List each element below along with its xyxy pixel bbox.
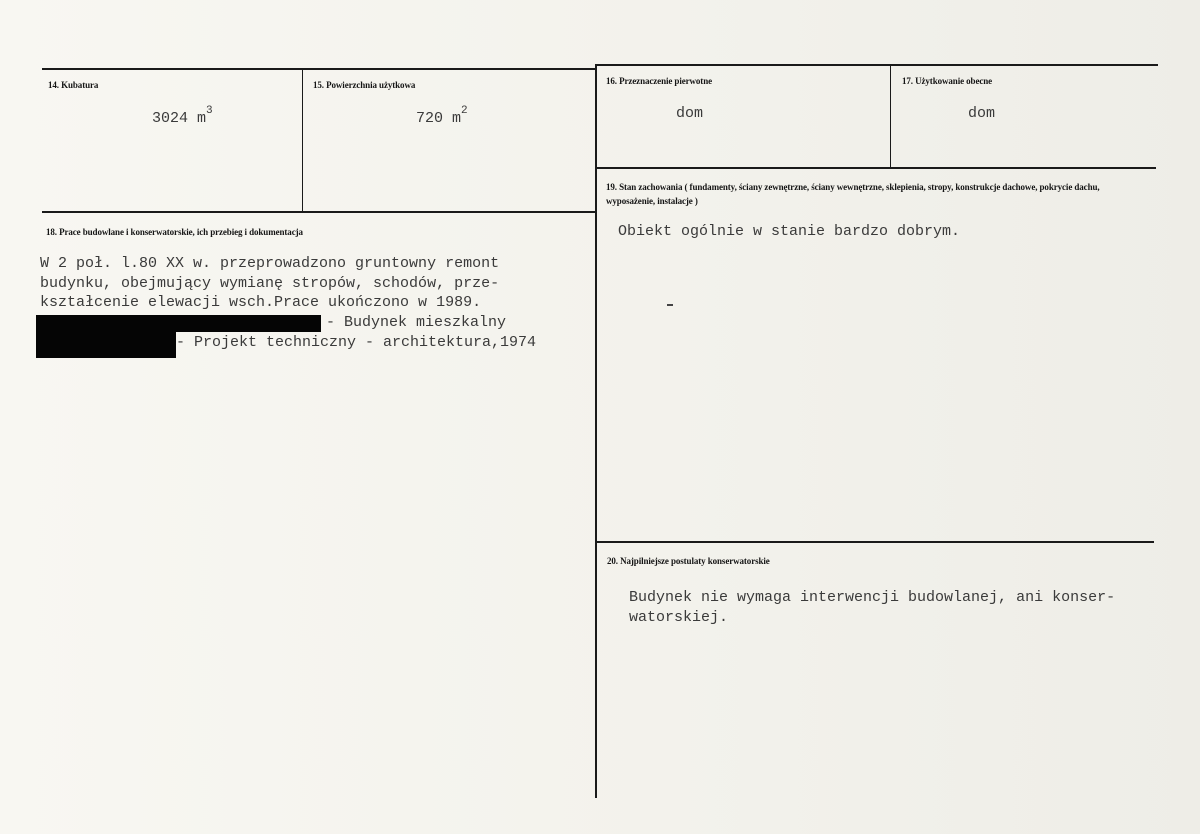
rule-above-18 (42, 211, 596, 213)
field-15-number: 720 m (416, 110, 462, 127)
field-15-label: 15. Powierzchnia użytkowa (313, 80, 416, 90)
field-16-value: dom (676, 105, 704, 122)
top-rule (42, 68, 596, 70)
redaction-bar-1 (36, 315, 321, 332)
field-18-line-3: kształcenie elewacji wsch.Prace ukończono w 1989. (40, 294, 482, 311)
field-19-value: Obiekt ogólnie w stanie bardzo dobrym. (618, 223, 961, 240)
field-19-label: 19. Stan zachowania ( fundamenty, ściany zewnętrzne, ściany wewnętrzne, sklepienia, stropy, konstrukcje dachowe, pokrycie dachu, wyposażenie, instalacje ) (606, 182, 1100, 206)
field-20-label: 20. Najpilniejsze postulaty konserwatorskie (607, 556, 770, 566)
rule-above-20 (596, 541, 1154, 543)
ink-speck (667, 304, 673, 306)
divider-16-17 (890, 64, 891, 168)
divider-14-15 (302, 68, 303, 212)
rule-below-16-17 (596, 167, 1156, 169)
field-14-label: 14. Kubatura (48, 80, 99, 90)
field-18-label: 18. Prace budowlane i konserwatorskie, ich przebieg i dokumentacja (46, 227, 303, 237)
field-17-value: dom (968, 105, 996, 122)
field-20-line-1: Budynek nie wymaga interwencji budowlanej, ani konser- (629, 589, 1116, 606)
field-14-unit-superscript: 3 (206, 105, 213, 117)
field-18-line-2: budynku, obejmujący wymianę stropów, schodów, prze- (40, 275, 500, 292)
field-14-number: 3024 m (152, 110, 207, 127)
divider-center (595, 64, 597, 798)
field-15-unit-superscript: 2 (461, 105, 468, 117)
field-17-label: 17. Użytkowanie obecne (902, 76, 993, 86)
field-16-label: 16. Przeznaczenie pierwotne (606, 76, 713, 86)
field-18-line-1: W 2 poł. l.80 XX w. przeprowadzono gruntowny remont (40, 255, 500, 272)
redaction-bar-2 (36, 332, 176, 358)
field-18-line-5: - Projekt techniczny - architektura,1974 (176, 334, 537, 351)
field-20-line-2: watorskiej. (629, 609, 729, 626)
field-18-line-4: - Budynek mieszkalny (326, 314, 507, 331)
top-rule-right (596, 64, 1158, 66)
field-14-value (152, 104, 213, 129)
field-15-value (416, 104, 468, 129)
